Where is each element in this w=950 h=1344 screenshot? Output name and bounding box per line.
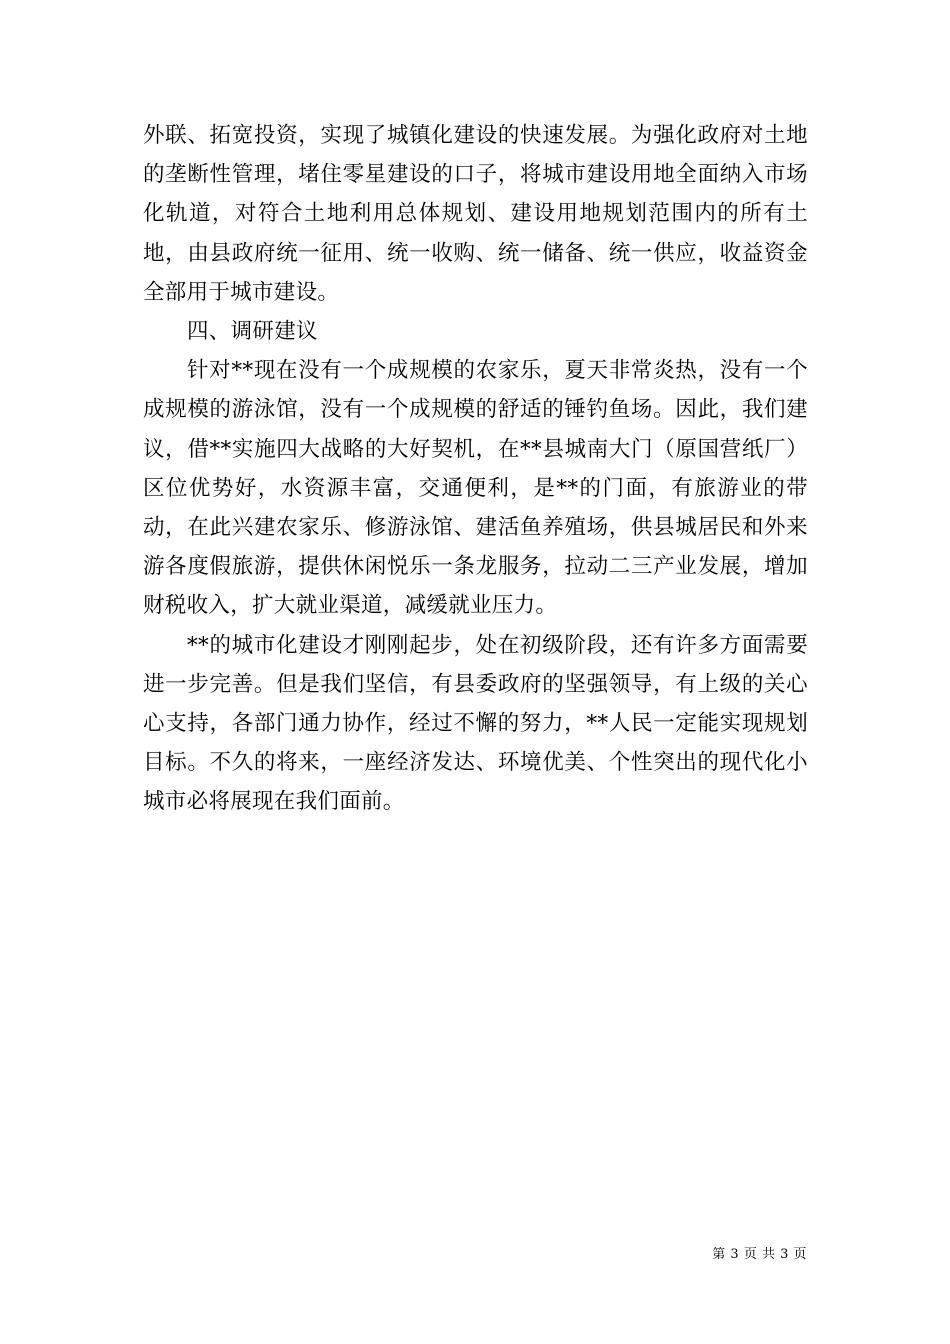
paragraph-conclusion: **的城市化建设才刚刚起步，处在初级阶段，还有许多方面需要进一步完善。但是我们坚信，有县委政府的坚强领导，有上级的关心心支持，各部门通力协作，经过不懈的努力，**人民一定能实现规划目标。不久的将来，一座经济发达、环境优美、个性突出的现代化小城市必将展现在我们面前。 [143,632,808,815]
section-heading: 四、调研建议 [187,319,318,345]
paragraph-continuation: 外联、拓宽投资，实现了城镇化建设的快速发展。为强化政府对土地的垄断性管理，堵住零星建设的口子，将城市建设用地全面纳入市场化轨道，对符合土地利用总体规划、建设用地规划范围内的所有土地，由县政府统一征用、统一收购、统一储备、统一供应，收益资金全部用于城市建设。 [143,123,808,305]
paragraph-suggestion-1: 针对**现在没有一个成规模的农家乐，夏天非常炎热，没有一个成规模的游泳馆，没有一个成规模的舒适的锤钓鱼场。因此，我们建议，借**实施四大战略的大好契机，在**县城南大门（原国营纸厂）区位优势好，水资源丰富，交通便利，是**的门面，有旅游业的带动，在此兴建农家乐、修游泳馆、建活鱼养殖场，供县城居民和外来游各度假旅游，提供休闲悦乐一条龙服务，拉动二三产业发展，增加财税收入，扩大就业渠道，减缓就业压力。 [143,358,808,619]
page-number-footer: 第 3 页 共 3 页 [712,1247,807,1262]
document-body [143,116,808,822]
